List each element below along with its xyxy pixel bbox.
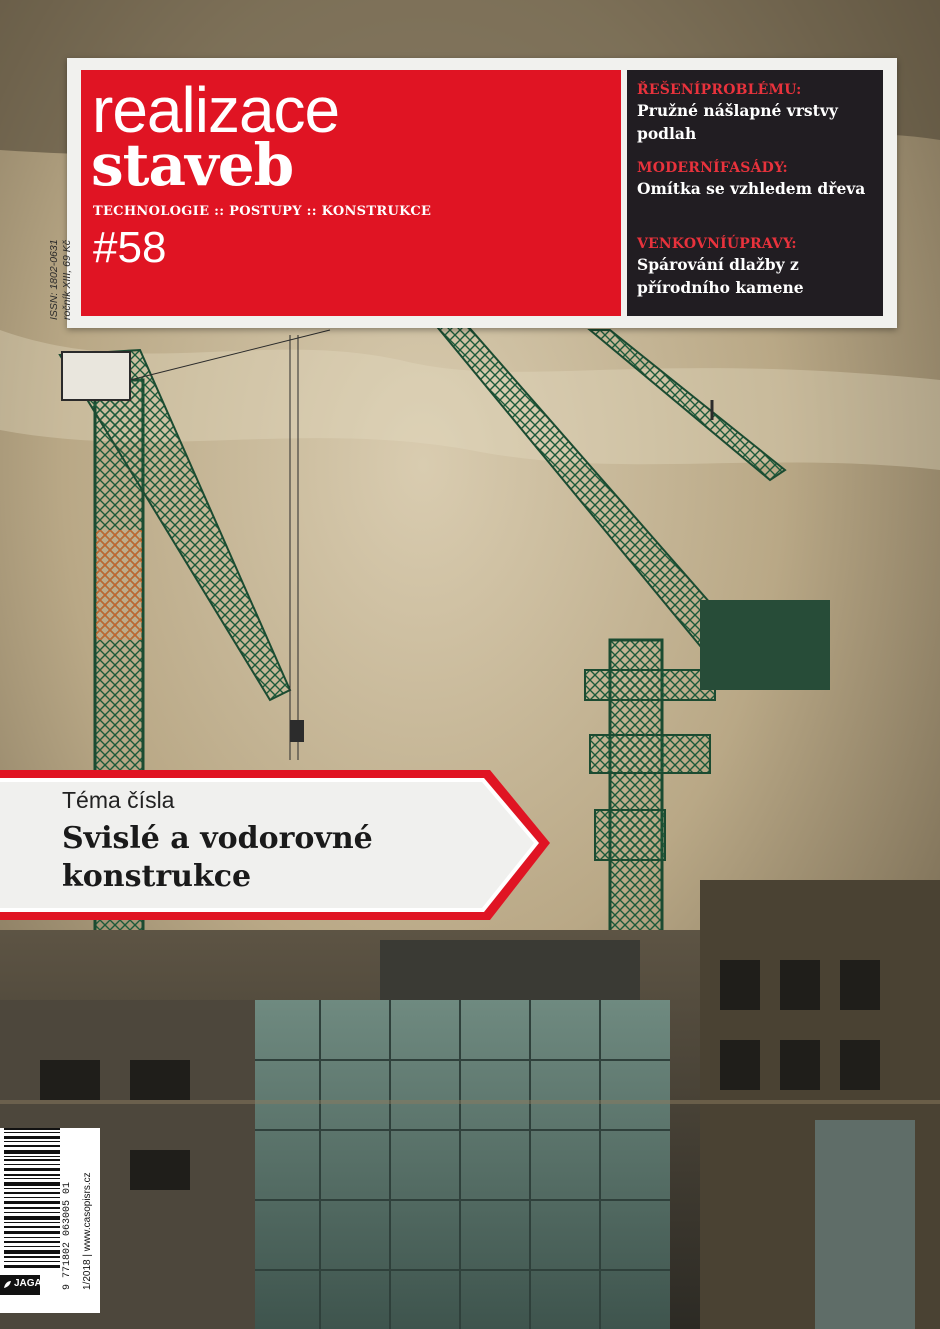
topic-title: Spárování dlažby z přírodního kamene [637,255,804,297]
topic-category: MODERNÍFASÁDY: [637,160,788,176]
magazine-title-line1: realizace [92,74,340,146]
theme-label: Téma čísla [62,787,175,813]
publisher-logo [0,1275,40,1295]
magazine-tagline: TECHNOLOGIE :: POSTUPY :: KONSTRUKCE [93,204,432,219]
leaf-icon [4,1281,11,1288]
issue-number: #58 [93,223,167,272]
topic-title: Omítka se vzhledem dřeva [637,179,866,198]
topic-item [637,160,879,200]
publisher-name: JAGA [14,1278,42,1289]
topics-panel [627,70,883,316]
title-panel [81,70,621,316]
magazine-title-line2: staveb [91,131,294,199]
topic-item [637,82,879,145]
topic-category: VENKOVNÍÚPRAVY: [637,236,797,252]
issn-number: ISSN: 1802-0631 [48,239,60,320]
theme-title: Svislé a vodorovné konstrukce [62,821,373,894]
topic-title: Pružné nášlapné vrstvy podlah [637,101,838,143]
barcode-bars [0,1128,60,1278]
barcode-digits: 9 771802 063005 01 [62,1181,73,1290]
masthead [67,58,897,328]
volume-price: ročník XIII, 69 Kč [61,240,73,320]
issue-date-url: 1/2018 | www.casopisrs.cz [82,1172,93,1290]
topic-category: ŘEŠENÍPROBLÉMU: [637,82,802,98]
issn-info [48,239,74,320]
topic-item [637,236,879,299]
